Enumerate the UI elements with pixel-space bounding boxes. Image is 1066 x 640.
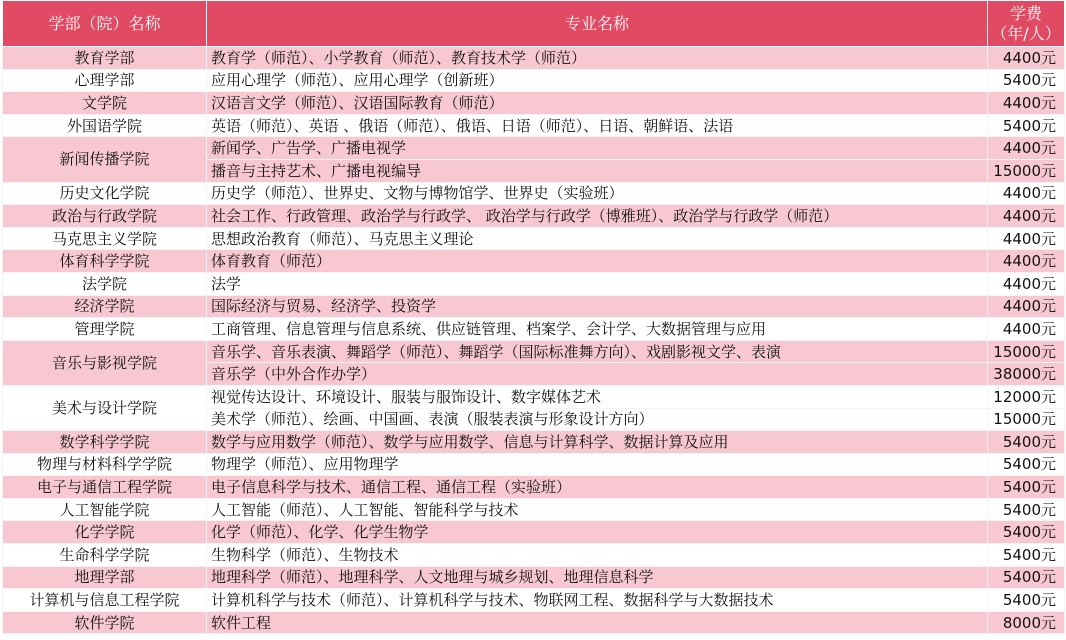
majors-cell: 国际经济与贸易、经济学、投资学 [207, 295, 988, 318]
majors-cell: 电子信息科学与技术、通信工程、通信工程（实验班） [207, 476, 988, 499]
majors-cell: 物理学（师范）、应用物理学 [207, 453, 988, 476]
majors-cell: 应用心理学（师范）、应用心理学（创新班） [207, 69, 988, 92]
table-row [3, 521, 1065, 544]
table-row [3, 476, 1065, 499]
department-cell: 经济学院 [3, 295, 207, 318]
fee-cell: 4400元 [988, 250, 1065, 273]
header-department: 学部（院）名称 [3, 1, 207, 47]
table-row [3, 498, 1065, 521]
fee-cell: 5400元 [988, 544, 1065, 567]
fee-cell: 4400元 [988, 182, 1065, 205]
department-cell: 音乐与影视学院 [3, 340, 207, 385]
table-row [3, 205, 1065, 228]
department-cell: 外国语学院 [3, 114, 207, 137]
majors-cell: 工商管理、信息管理与信息系统、供应链管理、档案学、会计学、大数据管理与应用 [207, 318, 988, 341]
department-cell: 文学院 [3, 92, 207, 115]
department-cell: 计算机与信息工程学院 [3, 589, 207, 612]
table-row [3, 250, 1065, 273]
table-row [3, 272, 1065, 295]
fee-cell: 4400元 [988, 227, 1065, 250]
table-row [3, 295, 1065, 318]
table-row [3, 69, 1065, 92]
header-fee [988, 1, 1065, 47]
majors-cell: 地理科学（师范）、地理科学、人文地理与城乡规划、地理信息科学 [207, 566, 988, 589]
table-row [3, 47, 1065, 70]
majors-cell: 计算机科学与技术（师范）、计算机科学与技术、物联网工程、数据科学与大数据技术 [207, 589, 988, 612]
table-row [3, 227, 1065, 250]
majors-cell: 音乐学（中外合作办学） [207, 363, 988, 386]
table-row [3, 385, 1065, 408]
fee-cell: 4400元 [988, 92, 1065, 115]
fee-cell: 8000元 [988, 611, 1065, 634]
majors-cell: 视觉传达设计、环境设计、服装与服饰设计、数字媒体艺术 [207, 385, 988, 408]
department-cell: 软件学院 [3, 611, 207, 634]
fee-cell: 12000元 [988, 385, 1065, 408]
majors-cell: 生物科学（师范）、生物技术 [207, 544, 988, 567]
table-row [3, 453, 1065, 476]
tuition-table [2, 0, 1065, 634]
fee-cell: 5400元 [988, 114, 1065, 137]
fee-cell: 5400元 [988, 566, 1065, 589]
department-cell: 数学科学学院 [3, 431, 207, 454]
department-cell: 马克思主义学院 [3, 227, 207, 250]
majors-cell: 体育教育（师范） [207, 250, 988, 273]
majors-cell: 思想政治教育（师范）、马克思主义理论 [207, 227, 988, 250]
header-fee-line1: 学费 [1009, 3, 1042, 23]
table-row [3, 544, 1065, 567]
fee-cell: 5400元 [988, 521, 1065, 544]
department-cell: 法学院 [3, 272, 207, 295]
majors-cell: 新闻学、广告学、广播电视学 [207, 137, 988, 160]
fee-cell: 4400元 [988, 205, 1065, 228]
table-header [3, 1, 1065, 47]
majors-cell: 美术学（师范）、绘画、中国画、表演（服装表演与形象设计方向） [207, 408, 988, 431]
majors-cell: 化学（师范）、化学、化学生物学 [207, 521, 988, 544]
department-cell: 政治与行政学院 [3, 205, 207, 228]
department-cell: 心理学部 [3, 69, 207, 92]
fee-cell: 4400元 [988, 272, 1065, 295]
department-cell: 教育学部 [3, 47, 207, 70]
fee-cell: 5400元 [988, 498, 1065, 521]
table-row [3, 137, 1065, 160]
department-cell: 体育科学学院 [3, 250, 207, 273]
majors-cell: 软件工程 [207, 611, 988, 634]
table-row [3, 182, 1065, 205]
table-row [3, 340, 1065, 363]
table-row [3, 431, 1065, 454]
fee-cell: 5400元 [988, 476, 1065, 499]
table-row [3, 318, 1065, 341]
department-cell: 生命科学学院 [3, 544, 207, 567]
fee-cell: 4400元 [988, 295, 1065, 318]
majors-cell: 播音与主持艺术、广播电视编导 [207, 159, 988, 182]
department-cell: 地理学部 [3, 566, 207, 589]
fee-cell: 5400元 [988, 431, 1065, 454]
majors-cell: 历史学（师范）、世界史、文物与博物馆学、世界史（实验班） [207, 182, 988, 205]
fee-cell: 15000元 [988, 159, 1065, 182]
fee-cell: 5400元 [988, 589, 1065, 612]
department-cell: 物理与材料科学学院 [3, 453, 207, 476]
majors-cell: 法学 [207, 272, 988, 295]
fee-cell: 5400元 [988, 69, 1065, 92]
table-row [3, 114, 1065, 137]
table-row [3, 611, 1065, 634]
majors-cell: 教育学（师范）、小学教育（师范）、教育技术学（师范） [207, 47, 988, 70]
department-cell: 美术与设计学院 [3, 385, 207, 430]
majors-cell: 英语（师范）、英语 、俄语（师范）、俄语、日语（师范）、日语、朝鲜语、法语 [207, 114, 988, 137]
header-majors: 专业名称 [207, 1, 988, 47]
fee-cell: 4400元 [988, 47, 1065, 70]
majors-cell: 汉语言文学（师范）、汉语国际教育（师范） [207, 92, 988, 115]
majors-cell: 人工智能（师范）、人工智能、智能科学与技术 [207, 498, 988, 521]
fee-cell: 15000元 [988, 408, 1065, 431]
fee-cell: 5400元 [988, 453, 1065, 476]
fee-cell: 4400元 [988, 137, 1065, 160]
fee-cell: 38000元 [988, 363, 1065, 386]
fee-cell: 4400元 [988, 318, 1065, 341]
department-cell: 人工智能学院 [3, 498, 207, 521]
header-fee-line2: （年/人） [991, 23, 1061, 43]
table-row [3, 589, 1065, 612]
department-cell: 管理学院 [3, 318, 207, 341]
table-body [3, 47, 1065, 634]
department-cell: 电子与通信工程学院 [3, 476, 207, 499]
fee-cell: 15000元 [988, 340, 1065, 363]
table-row [3, 92, 1065, 115]
table-row [3, 566, 1065, 589]
department-cell: 化学学院 [3, 521, 207, 544]
department-cell: 新闻传播学院 [3, 137, 207, 182]
majors-cell: 数学与应用数学（师范）、数学与应用数学、信息与计算科学、数据计算及应用 [207, 431, 988, 454]
majors-cell: 音乐学、音乐表演、舞蹈学（师范）、舞蹈学（国际标准舞方向）、戏剧影视文学、表演 [207, 340, 988, 363]
majors-cell: 社会工作、行政管理、政治学与行政学、 政治学与行政学（博雅班）、政治学与行政学（师范） [207, 205, 988, 228]
department-cell: 历史文化学院 [3, 182, 207, 205]
